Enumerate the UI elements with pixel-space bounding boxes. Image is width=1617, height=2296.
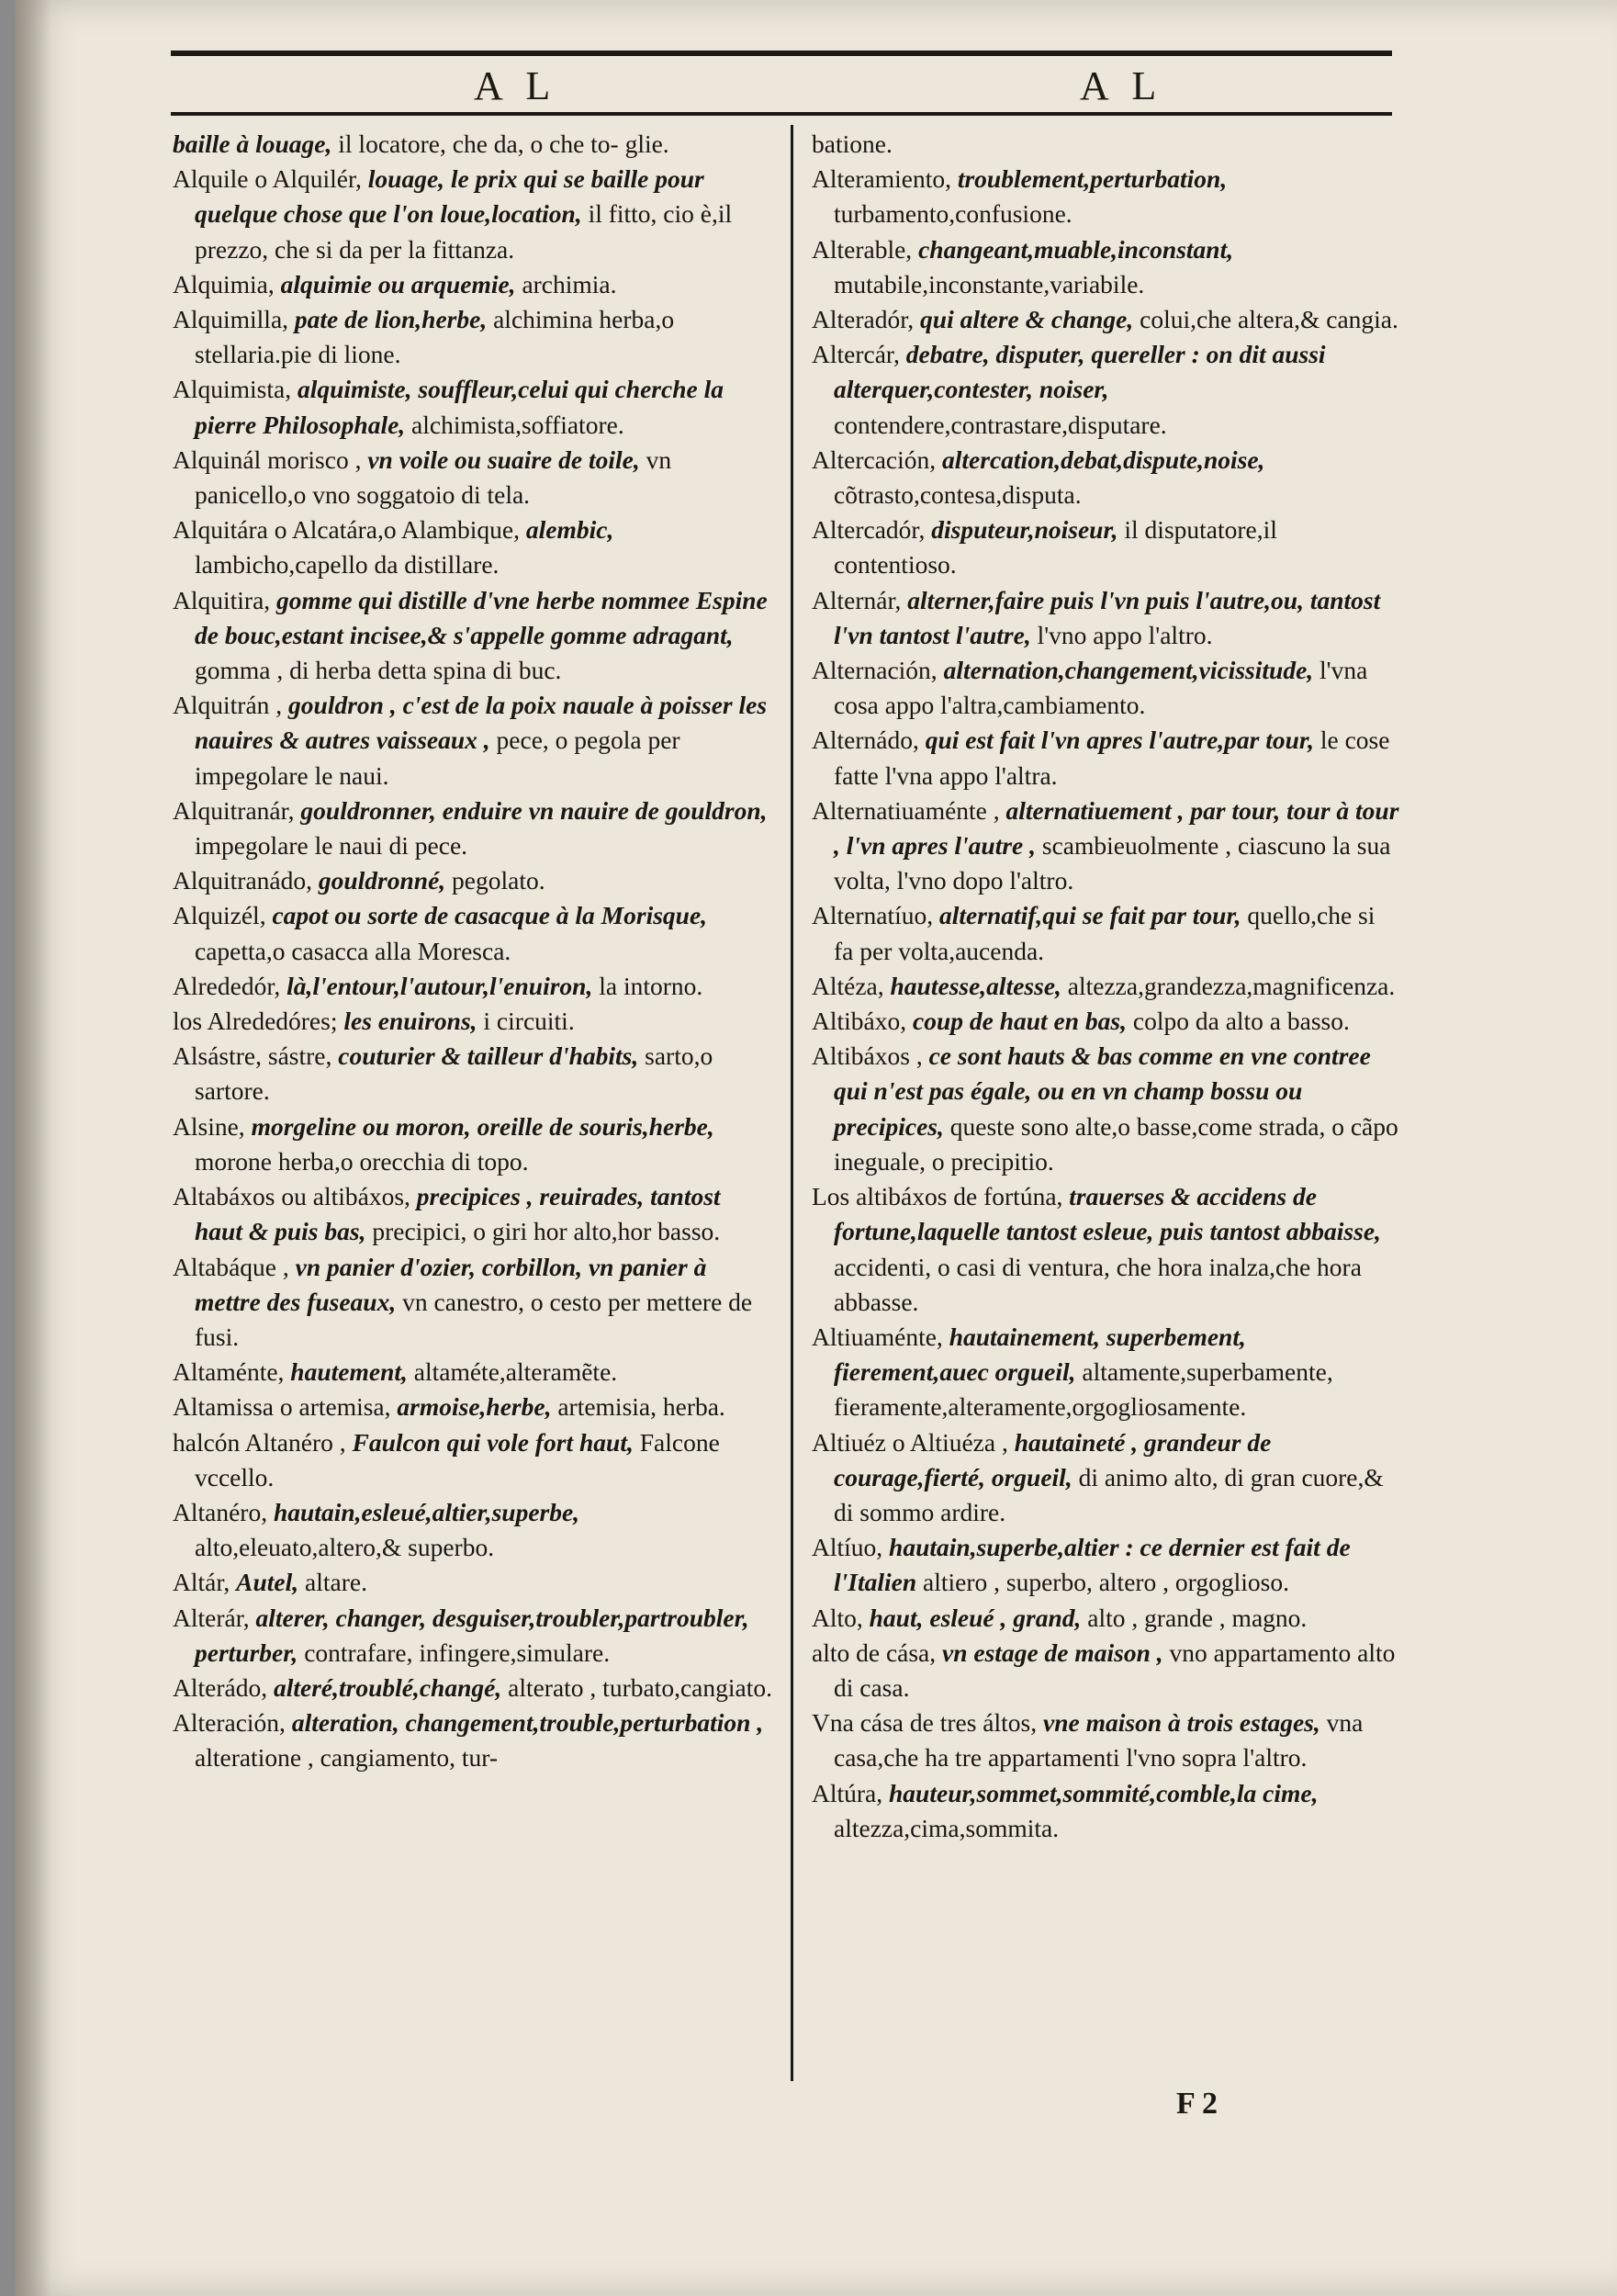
french-gloss: Autel, <box>236 1568 299 1597</box>
french-gloss: louage, le prix qui se baille pour quelque chose que l'on loue,location, <box>195 164 704 229</box>
french-gloss: alterer, changer, desguiser,troubler,partroubler, perturber, <box>195 1603 749 1667</box>
dictionary-entry <box>812 898 1399 968</box>
italian-gloss: accidenti, o casi di ventura, che hora inalza,che hora abbasse. <box>834 1252 1362 1316</box>
dictionary-entry <box>173 1250 774 1356</box>
headword: Alterár, <box>173 1603 250 1632</box>
dictionary-entry <box>173 372 774 442</box>
dictionary-entry <box>173 1425 774 1495</box>
french-gloss: couturier & tailleur d'habits, <box>338 1041 639 1071</box>
headword: Alquinál morisco , <box>173 445 362 474</box>
french-gloss: gouldronner, enduire vn nauire de gouldron, <box>300 795 768 825</box>
dictionary-entry <box>173 443 774 512</box>
headword: Alquitranár, <box>173 795 295 825</box>
dictionary-entry <box>173 1495 774 1565</box>
french-gloss: baille à louage, <box>173 129 332 158</box>
italian-gloss: alterato , turbato,cangiato. <box>508 1672 772 1702</box>
headword: Alternatiuaménte , <box>812 795 1000 825</box>
headword: los Alrededóres; <box>173 1007 338 1036</box>
headword: Alquimista, <box>173 375 292 404</box>
italian-gloss: altamente,superbamente, fieramente,alteramente,orgogliosamente. <box>834 1357 1333 1422</box>
headword: Altibáxo, <box>812 1007 907 1036</box>
italian-gloss: quello,che si fa per volta,aucenda. <box>834 901 1376 965</box>
italian-gloss: pece, o pegola per impegolare le naui. <box>195 726 680 790</box>
italian-gloss: alteratione , cangiamento, tur- <box>195 1743 499 1773</box>
french-gloss: qui altere & change, <box>920 305 1134 334</box>
french-gloss: changeant,muable,inconstant, <box>918 234 1234 264</box>
french-gloss: alternatif,qui se fait par tour, <box>939 901 1241 930</box>
italian-gloss: gomma , di herba detta spina di buc. <box>195 656 562 685</box>
headword: Alquimilla, <box>173 305 289 334</box>
italian-gloss: vn panicello,o vno soggatoio di tela. <box>195 445 672 510</box>
french-gloss: trauerses & accidens de fortune,laquelle tantost esleue, puis tantost abbaisse, <box>834 1182 1381 1246</box>
headword: alto de cása, <box>812 1638 937 1667</box>
dictionary-entry <box>173 863 774 898</box>
headword: Alquitára o Alcatára,o Alambique, <box>173 515 521 545</box>
dictionary-entry <box>812 127 1399 162</box>
signature-mark: F 2 <box>1176 2087 1218 2121</box>
french-gloss: hautain,esleué,altier,superbe, <box>273 1497 580 1526</box>
headword: Vna cása de tres áltos, <box>812 1708 1038 1738</box>
dictionary-page <box>15 0 1617 2296</box>
dictionary-entry <box>812 443 1399 512</box>
headword: Alternatíuo, <box>812 901 934 930</box>
french-gloss: les enuirons, <box>343 1007 477 1036</box>
dictionary-entry <box>173 302 774 372</box>
french-gloss: hautesse,altesse, <box>890 971 1061 1000</box>
right-column <box>812 127 1399 2083</box>
dictionary-entry <box>812 512 1399 582</box>
headword: Alternádo, <box>812 726 919 755</box>
french-gloss: haut, esleué , grand, <box>869 1603 1082 1632</box>
italian-gloss: altare. <box>305 1568 367 1597</box>
italian-gloss: colui,che altera,& cangia. <box>1140 305 1398 334</box>
french-gloss: capot ou sorte de casacque à la Morisque, <box>272 901 708 930</box>
italian-gloss: alto,eleuato,altero,& superbo. <box>195 1533 495 1562</box>
italian-gloss: Falcone vccello. <box>195 1427 720 1491</box>
italian-gloss: morone herba,o orecchia di topo. <box>195 1146 529 1176</box>
french-gloss: altercation,debat,dispute,noise, <box>942 445 1265 474</box>
french-gloss: pate de lion,herbe, <box>294 305 488 334</box>
french-gloss: coup de haut en bas, <box>913 1007 1128 1036</box>
headword: Alternár, <box>812 585 902 614</box>
french-gloss: hautain,superbe,altier : ce dernier est fait de l'Italien <box>834 1533 1351 1597</box>
french-gloss: alteration, changement,trouble,perturbation , <box>291 1708 764 1738</box>
headword: Alquitira, <box>173 585 271 614</box>
headword: Altercár, <box>812 340 900 369</box>
french-gloss: gouldronné, <box>318 866 446 895</box>
headword: Altabáque , <box>173 1252 289 1281</box>
dictionary-entry <box>812 162 1399 231</box>
headword: Alto, <box>812 1603 863 1632</box>
italian-gloss: batione. <box>812 129 893 158</box>
french-gloss: gouldron , c'est de la poix nauale à poisser les nauires & autres vaisseaux , <box>195 691 768 755</box>
italian-gloss: l'vno appo l'altro. <box>1037 620 1213 649</box>
headword: Alterable, <box>812 234 913 264</box>
dictionary-entry <box>173 1601 774 1671</box>
headword: Altercación, <box>812 445 937 474</box>
dictionary-entry <box>812 793 1399 899</box>
french-gloss: hautainement, superbement, fierement,auec orgueil, <box>834 1322 1246 1387</box>
italian-gloss: vno appartamento alto di casa. <box>834 1638 1396 1702</box>
french-gloss: alternatiuement , par tour, tour à tour , l'vn apres l'autre , <box>834 795 1399 861</box>
dictionary-entry <box>173 1179 774 1249</box>
dictionary-entry <box>812 583 1399 653</box>
italian-gloss: archimia. <box>522 269 617 298</box>
headword: Alteradór, <box>812 305 915 334</box>
headword: Alteramiento, <box>812 164 951 194</box>
column-divider <box>791 125 793 2081</box>
dictionary-entry <box>812 1530 1399 1600</box>
italian-gloss: capetta,o casacca alla Moresca. <box>195 936 511 965</box>
headword: Alquitrán , <box>173 691 283 720</box>
headword: Alquizél, <box>173 901 266 930</box>
french-gloss: vn estage de maison , <box>942 1638 1163 1667</box>
italian-gloss: mutabile,inconstante,variabile. <box>834 269 1145 298</box>
headword: halcón Altanéro , <box>173 1427 346 1457</box>
italian-gloss: altezza,grandezza,magnificenza. <box>1067 971 1396 1000</box>
dictionary-entry <box>173 793 774 863</box>
italian-gloss: contendere,contrastare,disputare. <box>834 410 1167 439</box>
dictionary-entry <box>173 1355 774 1390</box>
french-gloss: alquimiste, souffleur,celui qui cherche la pierre Philosophale, <box>195 375 724 439</box>
french-gloss: vn voile ou suaire de toile, <box>367 445 640 474</box>
dictionary-entry <box>173 583 774 689</box>
french-gloss: là,l'entour,l'autour,l'enuiron, <box>286 971 593 1000</box>
dictionary-entry <box>173 512 774 582</box>
dictionary-entry <box>812 723 1399 793</box>
french-gloss: alterner,faire puis l'vn puis l'autre,ou, tantost l'vn tantost l'autre, <box>834 585 1381 649</box>
italian-gloss: il locatore, che da, o che to- glie. <box>338 129 669 158</box>
headword: Alterádo, <box>173 1672 268 1702</box>
italian-gloss: la intorno. <box>599 971 703 1000</box>
dictionary-entry <box>812 969 1399 1004</box>
headword: Alternación, <box>812 656 938 685</box>
french-gloss: vne maison à trois estages, <box>1043 1708 1320 1738</box>
dictionary-entry <box>173 1565 774 1600</box>
headword: Altéza, <box>812 971 884 1000</box>
french-gloss: hautaineté , grandeur de courage,fierté, orgueil, <box>834 1427 1272 1491</box>
dictionary-entry <box>812 232 1399 302</box>
italian-gloss: precipici, o giri hor alto,hor basso. <box>372 1217 721 1246</box>
dictionary-entry <box>812 1039 1399 1179</box>
dictionary-entry <box>173 1109 774 1179</box>
headword: Alsástre, sástre, <box>173 1041 332 1071</box>
french-gloss: hauteur,sommet,sommité,comble,la cime, <box>889 1778 1319 1807</box>
left-column <box>173 127 774 2083</box>
dictionary-entry <box>812 1776 1399 1846</box>
dictionary-entry <box>173 688 774 793</box>
header-rule <box>171 112 1392 116</box>
french-gloss: alembic, <box>525 515 614 545</box>
italian-gloss: il fitto, cio è,il prezzo, che si da per la fittanza. <box>195 199 733 264</box>
dictionary-entry <box>812 1636 1399 1705</box>
italian-gloss: colpo da alto a basso. <box>1132 1007 1350 1036</box>
dictionary-entry <box>173 969 774 1004</box>
italian-gloss: lambicho,capello da distillare. <box>195 550 500 580</box>
french-gloss: armoise,herbe, <box>397 1392 552 1422</box>
italian-gloss: impegolare le naui di pece. <box>195 831 468 861</box>
gutter-shadow <box>15 0 51 2296</box>
italian-gloss: alchimista,soffiatore. <box>411 410 624 439</box>
dictionary-entry <box>173 1004 774 1039</box>
dictionary-entry <box>173 1671 774 1705</box>
italian-gloss: vna casa,che ha tre appartamenti l'vno sopra l'altro. <box>834 1708 1364 1773</box>
italian-gloss: i circuiti. <box>483 1007 575 1036</box>
dictionary-entry <box>812 302 1399 337</box>
french-gloss: hautement, <box>290 1357 408 1387</box>
dictionary-entry <box>173 1390 774 1424</box>
italian-gloss: altezza,cima,sommita. <box>834 1813 1060 1842</box>
headword: Alquimia, <box>173 269 275 298</box>
french-gloss: troublement,perturbation, <box>957 164 1228 194</box>
italian-gloss: il disputatore,il contentioso. <box>834 515 1277 580</box>
italian-gloss: pegolato. <box>452 866 545 895</box>
dictionary-entry <box>812 1179 1399 1320</box>
headword: Altabáxos ou altibáxos, <box>173 1182 410 1211</box>
italian-gloss: l'vna cosa appo l'altra,cambiamento. <box>834 656 1368 720</box>
italian-gloss: cõtrasto,contesa,disputa. <box>834 480 1082 510</box>
italian-gloss: alchimina herba,o stellaria.pie di lione. <box>195 305 675 369</box>
italian-gloss: queste sono alte,o basse,come strada, o cãpo ineguale, o precipitio. <box>834 1111 1398 1176</box>
headword: Altanéro, <box>173 1497 268 1526</box>
headword: Alquitranádo, <box>173 866 312 895</box>
dictionary-entry <box>812 1601 1399 1636</box>
italian-gloss: altaméte,alteramẽte. <box>413 1357 618 1387</box>
dictionary-entry <box>173 898 774 968</box>
italian-gloss: altiero , superbo, altero , orgoglioso. <box>923 1568 1289 1597</box>
french-gloss: alternation,changement,vicissitude, <box>943 656 1314 685</box>
dictionary-entry <box>173 162 774 267</box>
italian-gloss: scambieuolmente , ciascuno la sua volta, l'vno dopo l'altro. <box>834 831 1391 895</box>
headword: Alrededór, <box>173 971 281 1000</box>
dictionary-entry <box>812 653 1399 723</box>
headword: Altiuaménte, <box>812 1322 943 1351</box>
header-right: A L <box>1080 63 1164 108</box>
french-gloss: vn panier d'ozier, corbillon, vn panier à mettre des fuseaux, <box>195 1252 707 1316</box>
french-gloss: debatre, disputer, quereller : on dit aussi alterquer,contester, noiser, <box>834 340 1326 404</box>
headword: Altíuo, <box>812 1533 883 1562</box>
headword: Altúra, <box>812 1778 883 1807</box>
french-gloss: precipices , reuirades, tantost haut & puis bas, <box>195 1182 721 1246</box>
dictionary-entry <box>812 1320 1399 1425</box>
headword: Alquile o Alquilér, <box>173 164 362 194</box>
dictionary-entry <box>812 1004 1399 1039</box>
top-rule <box>171 51 1392 56</box>
header-left: A L <box>474 63 558 108</box>
headword: Altamissa o artemisa, <box>173 1392 391 1422</box>
italian-gloss: vn canestro, o cesto per mettere de fusi. <box>195 1287 753 1351</box>
headword: Altercadór, <box>812 515 926 545</box>
french-gloss: Faulcon qui vole fort haut, <box>352 1427 634 1457</box>
italian-gloss: contrafare, infingere,simulare. <box>304 1638 611 1667</box>
headword: Alsine, <box>173 1111 245 1141</box>
dictionary-entry <box>173 1705 774 1775</box>
french-gloss: morgeline ou moron, oreille de souris,herbe, <box>251 1111 714 1141</box>
french-gloss: qui est fait l'vn apres l'autre,par tour, <box>925 726 1314 755</box>
italian-gloss: sarto,o sartore. <box>195 1041 713 1106</box>
headword: Altaménte, <box>173 1357 285 1387</box>
french-gloss: disputeur,noiseur, <box>931 515 1118 545</box>
french-gloss: ce sont hauts & bas comme en vne contree qui n'est pas égale, ou en vn champ bossu ou precipices, <box>834 1041 1371 1141</box>
headword: Los altibáxos de fortúna, <box>812 1182 1063 1211</box>
italian-gloss: turbamento,confusione. <box>834 199 1072 229</box>
dictionary-entry <box>812 1705 1399 1775</box>
dictionary-entry <box>173 1039 774 1109</box>
dictionary-entry <box>812 337 1399 443</box>
dictionary-entry <box>173 127 774 162</box>
headword: Altibáxos , <box>812 1041 923 1071</box>
french-gloss: alquimie ou arquemie, <box>280 269 516 298</box>
italian-gloss: alto , grande , magno. <box>1087 1603 1308 1632</box>
dictionary-entry <box>812 1425 1399 1531</box>
headword: Alteración, <box>173 1708 286 1738</box>
italian-gloss: artemisia, herba. <box>557 1392 725 1422</box>
italian-gloss: di animo alto, di gran cuore,& di sommo ardire. <box>834 1462 1384 1526</box>
french-gloss: gomme qui distille d'vne herbe nommee Espine de bouc,estant incisee,& s'appelle gomme adragant, <box>195 585 768 649</box>
french-gloss: alteré,troublé,changé, <box>273 1672 502 1702</box>
dictionary-entry <box>173 267 774 302</box>
italian-gloss: le cose fatte l'vna appo l'altra. <box>834 726 1390 790</box>
headword: Altiuéz o Altiuéza , <box>812 1427 1008 1457</box>
headword: Altár, <box>173 1568 230 1597</box>
